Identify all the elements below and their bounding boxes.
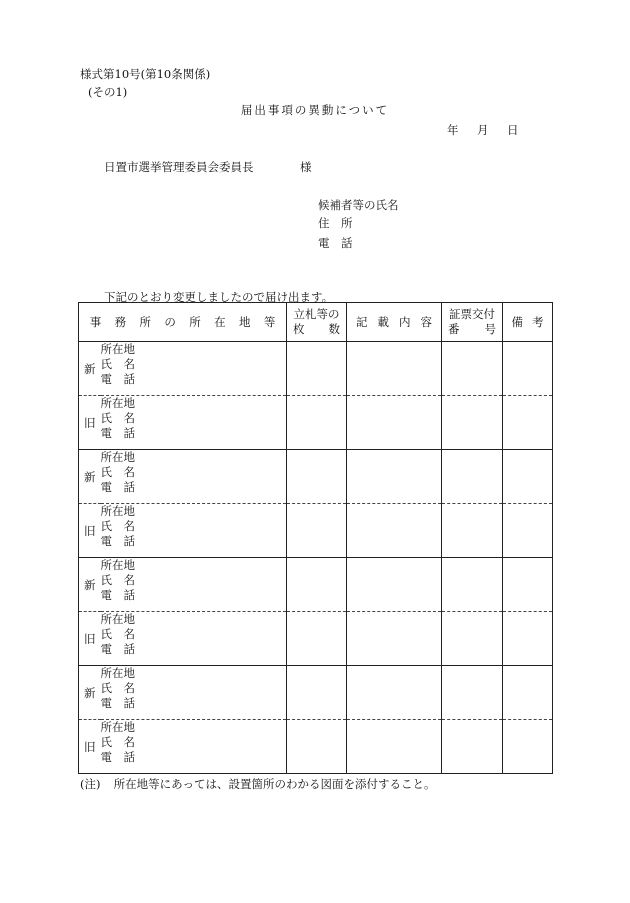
remarks-cell[interactable] — [503, 666, 553, 720]
contents-cell[interactable] — [347, 450, 442, 504]
cert-number-cell[interactable] — [442, 450, 503, 504]
cert-number-cell[interactable] — [442, 612, 503, 666]
field-location-label: 所在地 — [100, 450, 135, 464]
table-row — [79, 450, 553, 504]
sign-count-cell[interactable] — [287, 666, 347, 720]
header-contents-char: 内 — [399, 315, 411, 329]
addressee-honorific: 様 — [300, 160, 312, 174]
field-location-label: 所在地 — [100, 504, 135, 518]
header-contents-char: 容 — [420, 315, 432, 329]
sign-count-cell[interactable] — [287, 342, 347, 396]
contents-cell[interactable] — [347, 558, 442, 612]
header-sign-count-line1: 立札等の — [293, 307, 340, 321]
field-phone-label: 電 話 — [100, 696, 135, 710]
row-field-labels — [101, 720, 287, 774]
remarks-cell[interactable] — [503, 612, 553, 666]
document-title: 届出事項の異動について — [240, 103, 390, 117]
header-sign-count-char2: 数 — [328, 322, 340, 336]
header-office-char: 地 — [238, 315, 251, 329]
header-contents-char: 記 — [356, 315, 368, 329]
field-phone-label: 電 話 — [100, 588, 135, 602]
field-phone-label: 電 話 — [100, 534, 135, 548]
applicant-address-label: 住 所 — [318, 216, 353, 230]
row-kind-label: 旧 — [79, 504, 101, 558]
cert-number-cell[interactable] — [442, 720, 503, 774]
header-office-char: 事 — [89, 315, 102, 329]
header-cert-number — [442, 303, 503, 342]
contents-cell[interactable] — [347, 504, 442, 558]
row-kind-label: 旧 — [79, 612, 101, 666]
sign-count-cell[interactable] — [287, 504, 347, 558]
row-kind-label: 新 — [79, 666, 101, 720]
row-kind-label: 旧 — [79, 396, 101, 450]
contents-cell[interactable] — [347, 666, 442, 720]
contents-cell[interactable] — [347, 612, 442, 666]
contents-cell[interactable] — [347, 720, 442, 774]
table-row — [79, 558, 553, 612]
header-office-char: 等 — [263, 315, 276, 329]
date-year-label: 年 — [447, 123, 459, 137]
header-remarks-char: 備 — [511, 315, 523, 329]
sign-count-cell[interactable] — [287, 558, 347, 612]
contents-cell[interactable] — [347, 396, 442, 450]
sign-count-cell[interactable] — [287, 720, 347, 774]
applicant-name-label: 候補者等の氏名 — [318, 198, 399, 212]
field-location-label: 所在地 — [100, 720, 135, 734]
field-name-label: 氏 名 — [100, 735, 135, 749]
cert-number-cell[interactable] — [442, 666, 503, 720]
row-kind-label: 新 — [79, 450, 101, 504]
remarks-cell[interactable] — [503, 396, 553, 450]
field-phone-label: 電 話 — [100, 750, 135, 764]
row-kind-label: 旧 — [79, 720, 101, 774]
field-phone-label: 電 話 — [100, 372, 135, 386]
cert-number-cell[interactable] — [442, 558, 503, 612]
row-field-labels — [101, 396, 287, 450]
row-field-labels — [101, 558, 287, 612]
field-name-label: 氏 名 — [100, 627, 135, 641]
field-phone-label: 電 話 — [100, 426, 135, 440]
header-remarks-char: 考 — [532, 315, 544, 329]
form-number: 様式第10号(第10条関係) — [80, 67, 211, 81]
cert-number-cell[interactable] — [442, 396, 503, 450]
header-sign-count — [287, 303, 347, 342]
footnote-text: 所在地等にあっては、設置箇所のわかる図面を添付すること。 — [113, 777, 436, 791]
remarks-cell[interactable] — [503, 720, 553, 774]
header-office-char: 務 — [114, 315, 127, 329]
change-table — [78, 302, 553, 774]
date-day-label: 日 — [507, 123, 519, 137]
field-location-label: 所在地 — [100, 558, 135, 572]
field-location-label: 所在地 — [100, 396, 135, 410]
applicant-phone-label: 電 話 — [318, 236, 353, 250]
header-cert-line1: 証票交付 — [449, 307, 495, 321]
field-name-label: 氏 名 — [100, 519, 135, 533]
field-phone-label: 電 話 — [100, 642, 135, 656]
field-location-label: 所在地 — [100, 612, 135, 626]
header-contents — [347, 303, 442, 342]
header-office-char: 所 — [139, 315, 151, 329]
sign-count-cell[interactable] — [287, 612, 347, 666]
field-location-label: 所在地 — [100, 342, 135, 356]
header-office-char: 在 — [214, 315, 226, 329]
field-name-label: 氏 名 — [100, 357, 135, 371]
cert-number-cell[interactable] — [442, 504, 503, 558]
field-name-label: 氏 名 — [100, 411, 135, 425]
cert-number-cell[interactable] — [442, 342, 503, 396]
table-row — [79, 396, 553, 450]
row-kind-label: 新 — [79, 558, 101, 612]
row-kind-label: 新 — [79, 342, 101, 396]
row-field-labels — [101, 666, 287, 720]
footnote-tag: (注) — [80, 777, 101, 791]
row-field-labels — [101, 342, 287, 396]
row-field-labels — [101, 450, 287, 504]
field-location-label: 所在地 — [100, 666, 135, 680]
table-row — [79, 342, 553, 396]
header-office-char: 所 — [189, 315, 201, 329]
notice-text: 下記のとおり変更しましたので届け出ます。 — [104, 290, 334, 304]
row-field-labels — [101, 504, 287, 558]
remarks-cell[interactable] — [503, 450, 553, 504]
date-line — [447, 122, 537, 138]
header-cert-char1: 番 — [448, 322, 460, 336]
field-phone-label: 電 話 — [100, 480, 135, 494]
contents-cell[interactable] — [347, 342, 442, 396]
remarks-cell[interactable] — [503, 504, 553, 558]
sign-count-cell[interactable] — [287, 450, 347, 504]
sign-count-cell[interactable] — [287, 396, 347, 450]
addressee: 日置市選挙管理委員会委員長 — [104, 160, 254, 174]
field-name-label: 氏 名 — [100, 465, 135, 479]
row-field-labels — [101, 612, 287, 666]
table-row — [79, 666, 553, 720]
header-contents-char: 載 — [377, 315, 389, 329]
remarks-cell[interactable] — [503, 342, 553, 396]
header-sign-count-char1: 枚 — [293, 322, 305, 336]
date-month-label: 月 — [477, 123, 489, 137]
field-name-label: 氏 名 — [100, 681, 135, 695]
table-row — [79, 504, 553, 558]
header-office-char: の — [164, 315, 176, 329]
header-office-location — [79, 303, 287, 342]
header-cert-char2: 号 — [484, 322, 496, 336]
remarks-cell[interactable] — [503, 558, 553, 612]
header-remarks — [503, 303, 553, 342]
table-row — [79, 720, 553, 774]
field-name-label: 氏 名 — [100, 573, 135, 587]
footnote — [80, 776, 436, 792]
table-row — [79, 612, 553, 666]
form-sub-number: (その1) — [88, 85, 128, 99]
